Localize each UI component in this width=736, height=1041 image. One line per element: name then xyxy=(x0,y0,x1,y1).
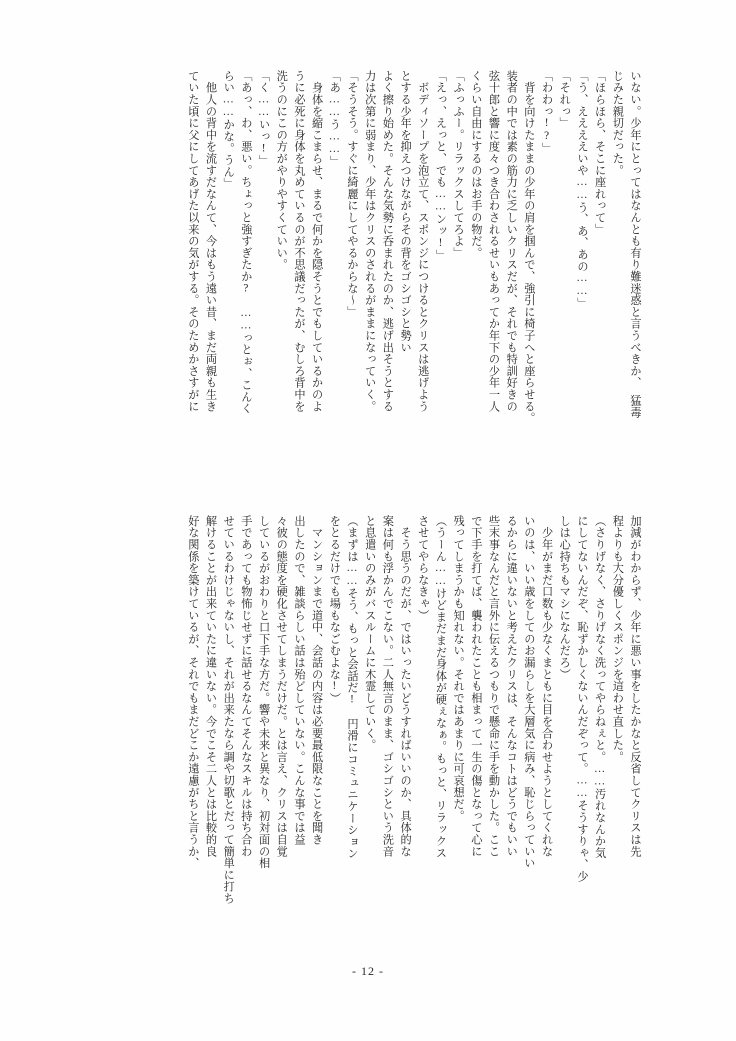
text-block-lower xyxy=(113,515,643,910)
text-line: 少年がまだ口数も少なくまともに目を合わせようとしてくれな xyxy=(540,515,553,858)
text-line: るからに違いないと考えたクリスは、そんなコトはどうでもいい xyxy=(505,515,518,858)
text-line: 々彼の態度を硬化させてしまうだけだ。とは言え、クリスは自覚 xyxy=(275,515,288,858)
text-line: 好な関係を築けているが、それでもまだどこか遠慮がちと言うか、 xyxy=(186,515,199,869)
text-line: 「それっ」 xyxy=(558,70,571,129)
text-line: よく擦り始めた。そんな気勢に呑まれたのか、逃げ出そうとする xyxy=(381,70,394,413)
text-line: 背を向けたままの少年の肩を掴んで、強引に椅子へと座らせる。 xyxy=(522,70,535,424)
text-line: ていた頃に父にしてあげた以来の気がする。そのためかさすがに xyxy=(186,70,199,413)
text-line: うに必死に身体を丸めているのが不思議だったが、むしろ背中を xyxy=(292,70,305,413)
text-line: ボディソープを泡立て、スポンジにつけるとクリスは逃げよう xyxy=(416,70,429,413)
text-line: 「そうそう。すぐに綺麗にしてやるからな～」 xyxy=(346,70,358,318)
text-line: せているわけじゃないし、それが出来たなら調や切歌とだって簡単に打ち xyxy=(222,515,235,905)
text-line: 残ってしまうかも知れない。それではあまりに可哀想だ。 xyxy=(452,515,465,822)
text-line: と息遣いのみがバスルームに木霊していく。 xyxy=(363,515,376,751)
text-line: 「あ……う……」 xyxy=(328,70,341,168)
text-line: （うーん……けどまだまだ身体が硬ぇなぁ。もっと、リラックス xyxy=(434,515,447,859)
text-line: 弦十郎と響に度々つき合わされるせいもあってか年下の少年一人 xyxy=(487,70,500,413)
text-line: 洗うのにこの方がやりやすくていい。 xyxy=(275,70,288,271)
text-line: で下手を打てば、襲われたことも相まって一生の傷となって心に xyxy=(469,515,482,858)
text-line: 「わわっ!?」 xyxy=(540,70,553,155)
text-line: 「う、ええええいや……う、あ、あの……」 xyxy=(575,70,588,310)
text-line: （まずは……そう、もっと会話だ! 円滑にコミュニケーション xyxy=(346,515,358,860)
text-line: 「ほらほら、そこに座れって」 xyxy=(593,70,606,236)
text-line: マンションまで道中、会話の内容は必要最低限なことを聞き xyxy=(310,515,323,846)
text-block-upper xyxy=(123,70,643,500)
text-line: らい……かな。うん」 xyxy=(222,70,235,190)
text-line: 些末事なんだと言外に伝えるつもりで懸命に手を動かした。ここ xyxy=(487,515,500,858)
text-line: 「く……いっ!」 xyxy=(257,70,270,167)
text-line: 装者の中では素の筋力に乏しいクリスだが、それでも特訓好きの xyxy=(505,70,518,413)
text-line: とする少年を抑えつけながらその背をゴシゴシと勢い xyxy=(399,70,412,354)
text-line: いのは、いい歳をしてのお漏らしを大層気に病み、恥じらっていい xyxy=(522,515,535,869)
text-line: 出したので、雑談らしい話は殆どしていない。こんな事では益 xyxy=(292,515,305,846)
text-line: 案は何も浮かんでこない。二人無言のまま、ゴシゴシという洗音 xyxy=(381,515,394,858)
page-number: - 12 - xyxy=(352,964,384,978)
text-line: （さりげなく、さりげなく洗ってやらねぇと。……汚れなんか気 xyxy=(593,515,606,859)
text-line: 解けることが出来ていたに違いない。今でこそ二人とは比較的良 xyxy=(204,515,217,858)
text-line: じみた親切だった。 xyxy=(611,70,624,177)
text-line: 程よりも大分優しくスポンジを這わせ直した。 xyxy=(611,515,624,763)
text-line: をとるだけでも場もなごむよな!） xyxy=(328,515,341,705)
text-line: 他人の背中を流すだなんて、今はもう遠い昔、まだ両親も生き xyxy=(204,70,217,413)
text-line: 手であっても物怖じせずに話せるなんてそんなスキルは持ち合わ xyxy=(239,515,252,858)
text-line: いない。少年にとってはなんとも有り難迷惑と言うべきか、 猛毒 xyxy=(629,70,641,419)
text-line: くらい自由にするのはお手の物だ。 xyxy=(469,70,482,259)
text-line: にしてないんだぞ、恥ずかしくないんだぞって。……そうすりゃ、少 xyxy=(575,515,588,883)
text-line: そう思うのだが、ではいったいどうすればいいのか、具体的な xyxy=(399,515,412,858)
text-line: 「えっ、えっと、でも……ンッ!」 xyxy=(434,70,447,262)
text-line: させてやらなきゃ） xyxy=(416,515,429,622)
text-line: 「あっ、わ、悪い。ちょっと強すぎたか? ……っとぉ、こんく xyxy=(239,70,252,415)
text-line: 身体を縮こまらせ、まるで何かを隠そうとでもしているかのよ xyxy=(310,70,323,413)
text-line: 加減がわからず、少年に悪い事をしたかなと反省してクリスは先 xyxy=(629,515,641,858)
text-line: 力は次第に弱まり、少年はクリスのされるがままになっていく。 xyxy=(363,70,376,413)
text-line: しているがおわりと口下手な方だ。響や未来と異なり、初対面の相 xyxy=(257,515,270,869)
text-line: しは心持ちもマシになんだろ） xyxy=(558,515,571,681)
text-line: 「ふっふー。リラックスしてろよ」 xyxy=(452,70,465,259)
